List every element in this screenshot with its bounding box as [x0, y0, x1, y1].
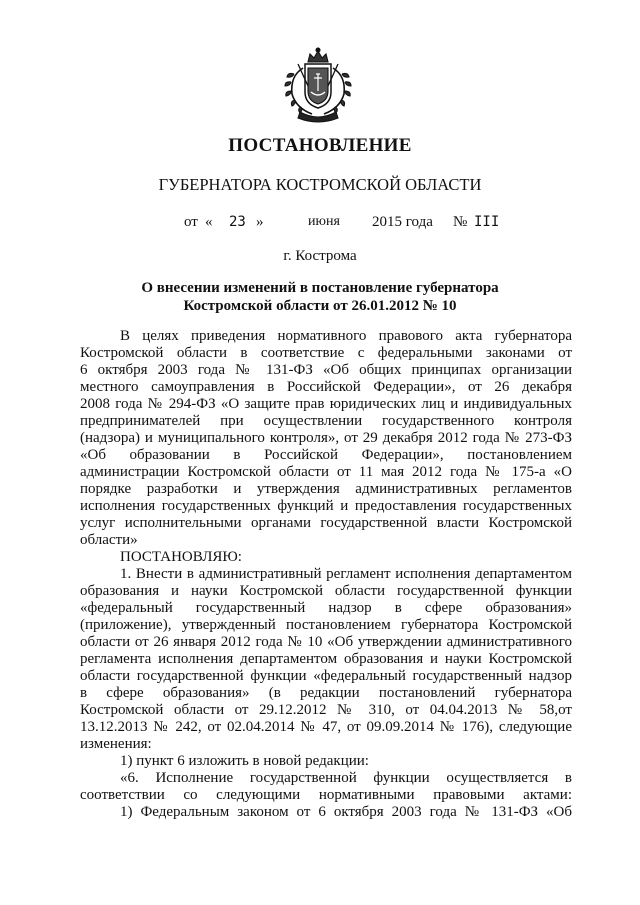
resolution-word: ПОСТАНОВЛЯЮ:	[120, 549, 242, 565]
heading-line-2: Костромской области от 26.01.2012 № 10	[183, 298, 457, 314]
document-number: III	[474, 214, 500, 230]
body-line: «федеральный государственный надзор в сфере образования»	[80, 600, 572, 616]
date-month: июня	[308, 214, 340, 229]
body-line: (надзора) и муниципального контроля», от 29 декабря 2012 года № 273-ФЗ	[80, 430, 572, 446]
body-line: области государственной функции «федеральный государственный надзор	[80, 668, 572, 684]
body-line: 1) Федеральным законом от 6 октября 2003 года № 131-ФЗ «Об	[120, 804, 572, 820]
body-line: 13.12.2013 № 242, от 02.04.2014 № 47, от 09.09.2014 № 176), следующие	[80, 719, 572, 735]
city-line: г. Кострома	[283, 248, 357, 264]
body-line: 1. Внести в административный регламент исполнения департаментом	[120, 566, 572, 582]
body-line: «Об образовании в Российской Федерации», постановлением	[80, 447, 572, 463]
body-line: 6 октября 2003 года № 131-ФЗ «Об общих принципах организации	[80, 362, 572, 378]
body-line: области»	[80, 532, 138, 548]
body-line: В целях приведения нормативного правового акта губернатора	[120, 328, 572, 344]
body-line: (приложение), утвержденный постановлением губернатора Костромской	[80, 617, 572, 633]
body-line: образования и науки Костромской области государственной функции	[80, 583, 572, 599]
body-line: исполнения государственных функций и предоставления государственных	[80, 498, 572, 514]
document-number-sign: №	[453, 214, 468, 230]
document-title: ПОСТАНОВЛЕНИЕ	[228, 135, 412, 156]
date-prefix: от	[184, 214, 198, 230]
body-line: в сфере образования» (в редакции постановлений губернатора	[80, 685, 572, 701]
body-line: услуг исполнительными органами государственной власти Костромской	[80, 515, 572, 531]
document-body	[80, 328, 572, 821]
body-line: местного самоуправления в Российской Федерации», от 26 декабря	[80, 379, 572, 395]
date-quote-open: «	[205, 214, 213, 230]
body-line: Костромской области в соответствие с федеральными законами от	[80, 345, 572, 361]
body-line: порядке разработки и утверждения административных регламентов	[80, 481, 572, 497]
body-line: 2008 года № 294-ФЗ «О защите прав юридических лиц и индивидуальных	[80, 396, 572, 412]
body-line: регламента исполнения департаментом образования и науки Костромской	[80, 651, 572, 667]
heading-line-1: О внесении изменений в постановление губернатора	[141, 280, 499, 296]
body-line: «6. Исполнение государственной функции осуществляется в	[120, 770, 572, 786]
date-day: 23	[229, 214, 246, 230]
body-line: предпринимателей при осуществлении государственного контроля	[80, 413, 572, 429]
date-year: 2015 года	[372, 214, 433, 230]
body-line: области от 26 января 2012 года № 10 «Об утверждении административного	[80, 634, 572, 650]
body-line: 1) пункт 6 изложить в новой редакции:	[120, 753, 369, 769]
coat-of-arms-emblem	[272, 46, 364, 126]
body-line: администрации Костромской области от 11 мая 2012 года № 175-а «О	[80, 464, 572, 480]
issuer-subtitle: ГУБЕРНАТОРА КОСТРОМСКОЙ ОБЛАСТИ	[158, 175, 482, 194]
date-quote-close: »	[256, 214, 264, 230]
body-line: соответствии со следующими нормативными правовыми актами:	[80, 787, 572, 803]
body-line: Костромской области от 29.12.2012 № 310, от 04.04.2013 № 58,от	[80, 702, 572, 718]
body-line: изменения:	[80, 736, 152, 752]
